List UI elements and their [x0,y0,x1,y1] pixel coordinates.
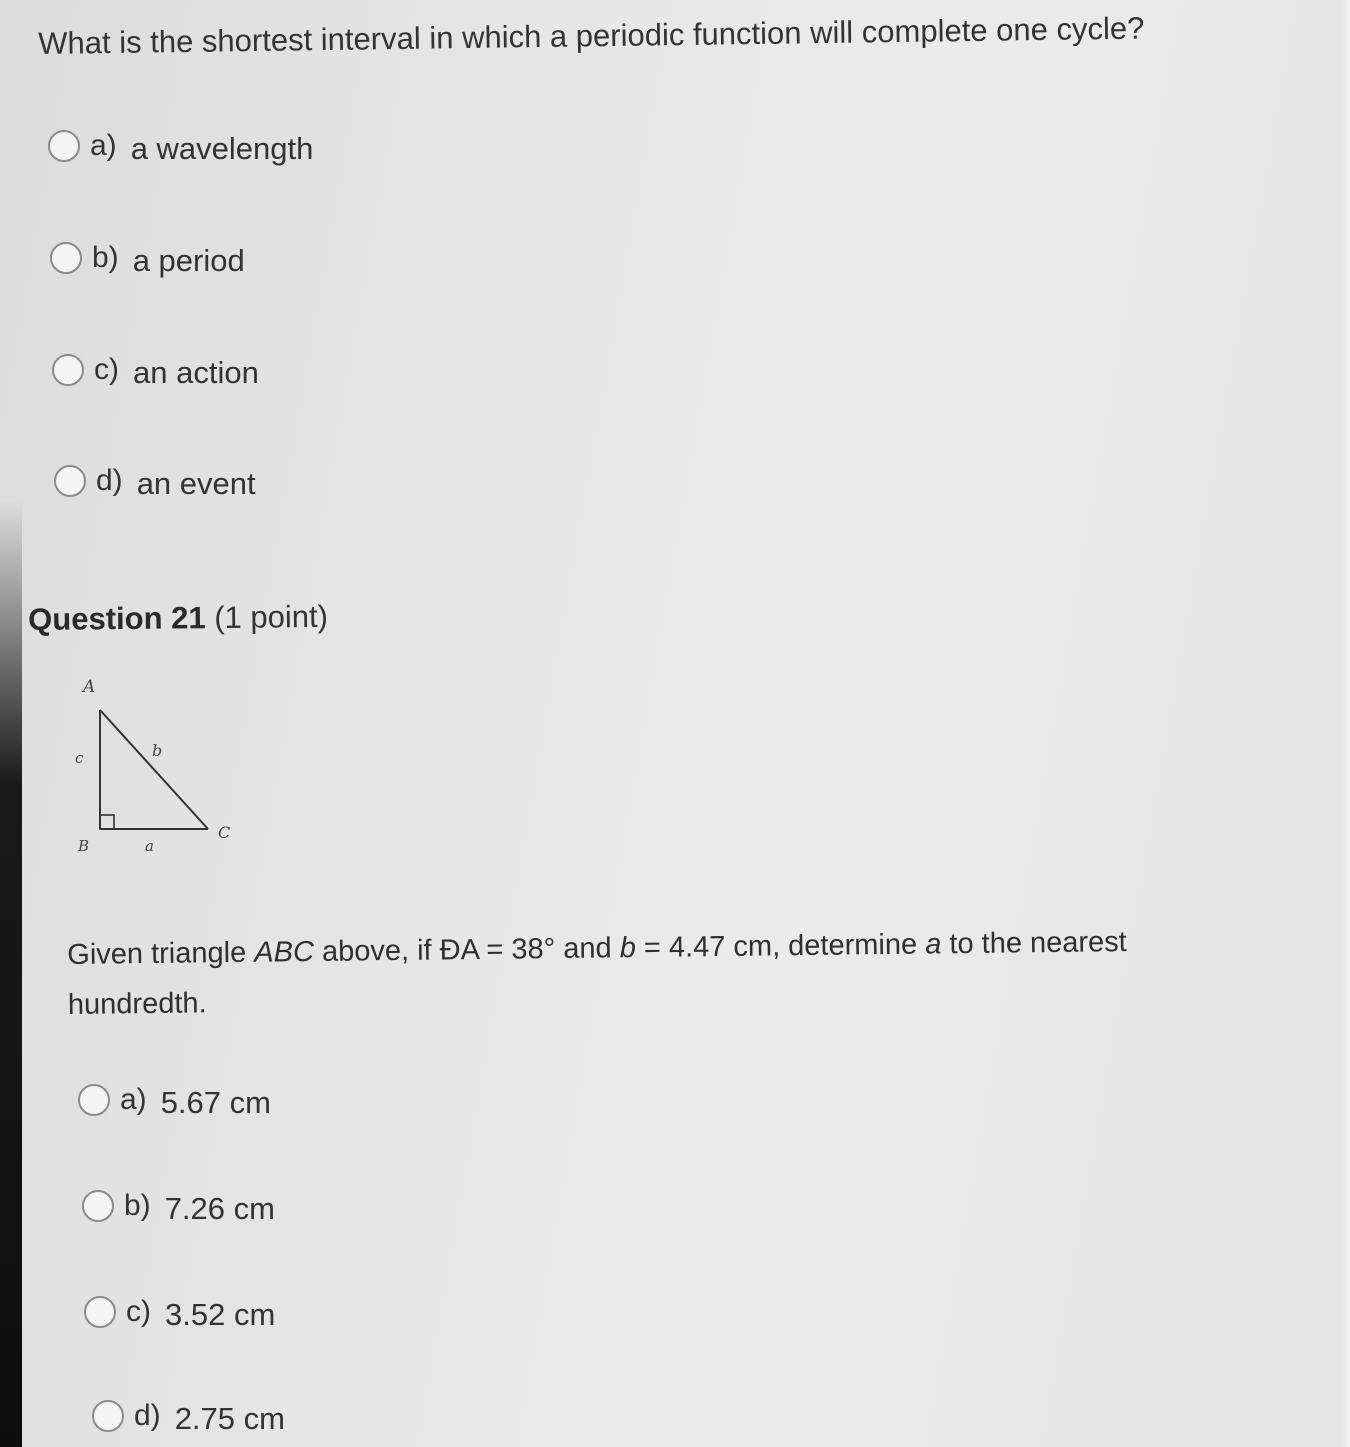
option-letter: d) [96,464,123,497]
option-text: a wavelength [130,131,314,166]
q20-option-a[interactable] [48,128,313,164]
option-letter: d) [134,1399,161,1432]
vertex-a-label: A [83,677,96,697]
right-triangle-diagram [60,670,250,860]
radio-button-icon[interactable] [84,1296,116,1328]
option-letter: b) [124,1189,151,1222]
q21-option-a[interactable] [78,1082,271,1118]
q21-option-d[interactable] [92,1398,285,1434]
option-text: an event [136,466,256,501]
q21-option-b[interactable] [82,1188,275,1224]
q20-option-b[interactable] [50,240,245,276]
question-21-heading [28,599,328,638]
right-angle-marker [100,815,114,829]
q20-option-c[interactable] [52,352,259,388]
prompt-italic-abc: ABC [254,935,315,969]
side-c-label: c [75,749,84,767]
option-text: 7.26 cm [164,1191,275,1226]
radio-button-icon[interactable] [78,1084,110,1116]
prompt-text: = 4.47 cm, determine [635,928,926,965]
option-text: 5.67 cm [160,1085,271,1120]
option-text: an action [133,355,259,390]
radio-button-icon[interactable] [50,242,82,274]
side-a-label: a [145,837,154,855]
radio-button-icon[interactable] [82,1190,114,1222]
prompt-text: to the nearest [941,926,1127,961]
radio-button-icon[interactable] [92,1400,124,1432]
question-points: (1 point) [214,598,329,636]
option-letter: c) [94,353,119,386]
prompt-italic-a: a [925,928,942,961]
prompt-text: above, if ĐA = 38° and [313,932,620,968]
vertex-c-label: C [218,823,231,842]
radio-button-icon[interactable] [52,354,84,386]
side-b-label: b [152,741,163,760]
prompt-italic-b: b [619,932,637,965]
option-letter: b) [92,241,119,274]
screen-bezel [0,500,22,1447]
option-letter: c) [126,1295,151,1328]
side-b-line [100,710,208,829]
option-text: 2.75 cm [174,1401,285,1436]
q21-option-c[interactable] [84,1294,275,1330]
option-letter: a) [120,1083,147,1116]
question-20-text: What is the shortest interval in which a periodic function will complete one cycle? [38,10,1145,61]
radio-button-icon[interactable] [48,130,80,162]
prompt-text: Given triangle [67,936,255,971]
option-letter: a) [90,129,117,162]
question-21-prompt [67,917,1128,1030]
prompt-line-2: hundredth. [67,987,207,1021]
screen-edge [1342,0,1350,1447]
option-text: 3.52 cm [165,1297,276,1332]
option-text: a period [132,243,245,278]
question-number: Question 21 [28,600,206,637]
vertex-b-label: B [78,837,90,855]
radio-button-icon[interactable] [54,465,86,497]
q20-option-d[interactable] [54,463,256,499]
